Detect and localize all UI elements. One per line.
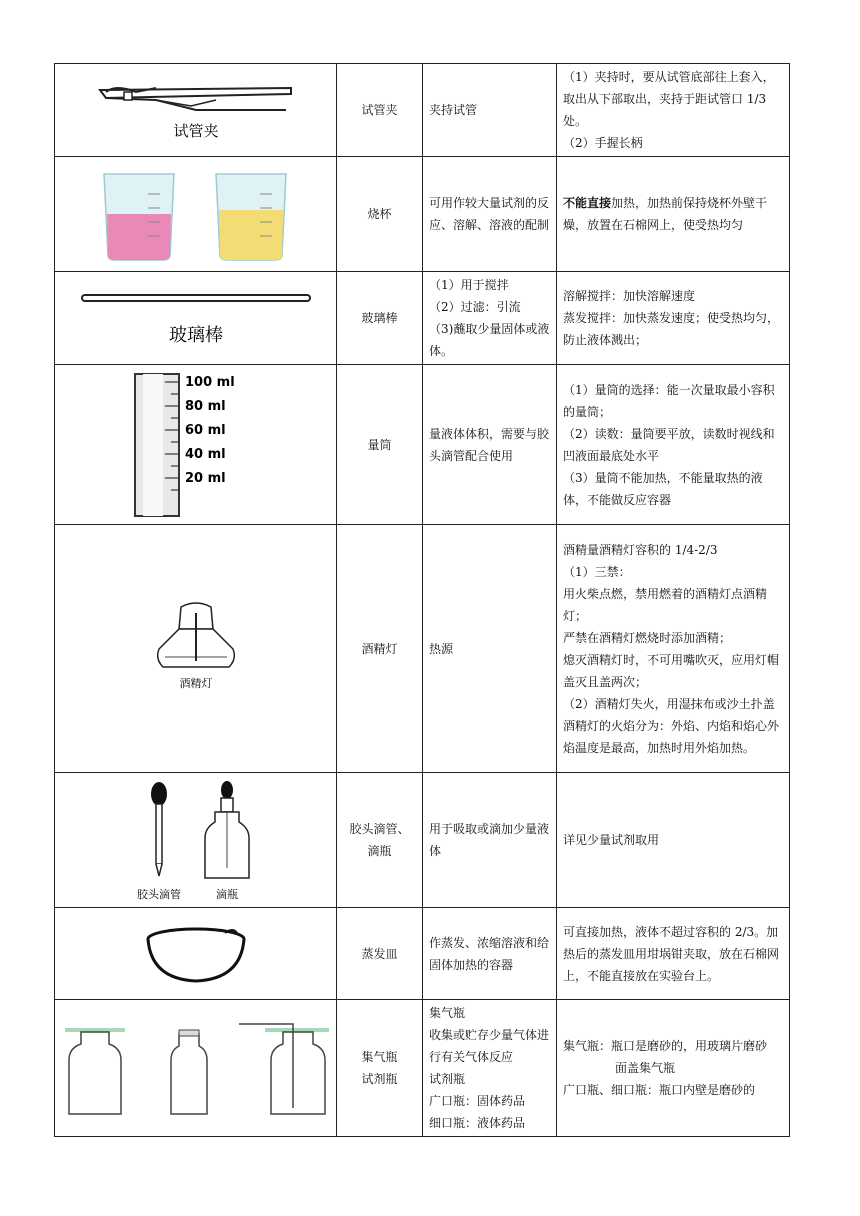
- dropper-caption: 胶头滴管: [136, 887, 181, 901]
- svg-text:40 ml: 40 ml: [184, 446, 226, 462]
- instrument-notes: 可直接加热，液体不超过容积的 2/3。加热后的蒸发皿用坩埚钳夹取，放在石棉网上，不能直接放在实验台上。: [557, 908, 790, 1000]
- instrument-table: [54, 63, 790, 1137]
- gas-bottle-icon: [61, 1018, 331, 1118]
- table-row: [55, 64, 790, 157]
- dropper-icon: [131, 778, 261, 903]
- instrument-name: 酒精灯: [337, 525, 423, 773]
- instrument-name: 玻璃棒: [337, 272, 423, 365]
- graduated-cylinder-image: [55, 365, 337, 525]
- dropping-bottle-caption: 滴瓶: [215, 887, 238, 901]
- instrument-use: 用于吸取或滴加少量液体: [423, 773, 557, 908]
- instrument-name: 集气瓶 试剂瓶: [337, 1000, 423, 1137]
- instrument-name: 试管夹: [337, 64, 423, 157]
- alcohol-lamp-icon: [151, 599, 241, 699]
- instrument-use: （1）用于搅拌 （2）过滤：引流 （3)蘸取少量固体或液体。: [423, 272, 557, 365]
- alcohol-lamp-caption: 酒精灯: [179, 676, 212, 690]
- instrument-notes: （1）量筒的选择：能一次量取最小容积的量筒； （2）读数：量筒要平放，读数时视线和凹液面最底处水平 （3）量筒不能加热，不能量取热的液体，不能做反应容器: [557, 365, 790, 525]
- evaporating-dish-image: [55, 908, 337, 1000]
- beaker-image: [55, 157, 337, 272]
- instrument-notes: 集气瓶：瓶口是磨砂的，用玻璃片磨砂 面盖集气瓶 广口瓶、细口瓶：瓶口内壁是磨砂的: [557, 1000, 790, 1137]
- test-tube-holder-icon: [96, 70, 296, 150]
- svg-text:20 ml: 20 ml: [184, 470, 226, 486]
- instrument-name: 蒸发皿: [337, 908, 423, 1000]
- warning-text: 不能直接: [563, 196, 612, 210]
- table-row: [55, 157, 790, 272]
- test-tube-holder-image: [55, 64, 337, 157]
- table-row: [55, 1000, 790, 1137]
- dropper-image: [55, 773, 337, 908]
- instrument-use: 作蒸发、浓缩溶液和给固体加热的容器: [423, 908, 557, 1000]
- instrument-use: 量液体体积，需要与胶头滴管配合使用: [423, 365, 557, 525]
- instrument-name: 烧杯: [337, 157, 423, 272]
- beaker-icon: [86, 164, 306, 264]
- alcohol-lamp-image: [55, 525, 337, 773]
- graduated-cylinder-icon: [131, 370, 261, 520]
- instrument-name: 胶头滴管、 滴瓶: [337, 773, 423, 908]
- glass-rod-caption: 玻璃棒: [168, 325, 223, 346]
- instrument-use: 集气瓶 收集或贮存少量气体进行有关气体反应 试剂瓶 广口瓶：固体药品 细口瓶：液体药品: [423, 1000, 557, 1137]
- test-tube-holder-caption: 试管夹: [172, 122, 219, 140]
- instrument-notes: （1）夹持时，要从试管底部往上套入，取出从下部取出，夹持于距试管口 1/3 处。 （2）手握长柄: [557, 64, 790, 157]
- glass-rod-icon: [76, 283, 316, 353]
- instrument-notes: 详见少量试剂取用: [557, 773, 790, 908]
- svg-text:100 ml: 100 ml: [184, 374, 235, 390]
- table-row: [55, 272, 790, 365]
- instrument-use: 夹持试管: [423, 64, 557, 157]
- instrument-name: 量筒: [337, 365, 423, 525]
- glass-rod-image: [55, 272, 337, 365]
- bottles-image: [55, 1000, 337, 1137]
- table-row: [55, 365, 790, 525]
- evaporating-dish-icon: [141, 919, 251, 989]
- instrument-notes: 酒精量酒精灯容积的 1/4-2/3 （1）三禁： 用火柴点燃，禁用燃着的酒精灯点酒精灯； 严禁在酒精灯燃烧时添加酒精； 熄灭酒精灯时，不可用嘴吹灭，应用灯帽盖灭且盖两次； （2）酒精灯失火，用湿抹布或沙土扑盖 酒精灯的火焰分为：外焰、内焰和焰心外焰温度是最高，加热时用外焰加热。: [557, 525, 790, 773]
- table-row: [55, 908, 790, 1000]
- svg-text:80 ml: 80 ml: [184, 398, 226, 414]
- instrument-notes: 溶解搅拌：加快溶解速度 蒸发搅拌：加快蒸发速度；使受热均匀，防止液体溅出；: [557, 272, 790, 365]
- svg-text:60 ml: 60 ml: [184, 422, 226, 438]
- instrument-use: 热源: [423, 525, 557, 773]
- table-row: [55, 773, 790, 908]
- table-row: [55, 525, 790, 773]
- instrument-use: 可用作较大量试剂的反应、溶解、溶液的配制: [423, 157, 557, 272]
- instrument-notes: 不能直接加热，加热前保持烧杯外壁干燥，放置在石棉网上，使受热均匀: [557, 157, 790, 272]
